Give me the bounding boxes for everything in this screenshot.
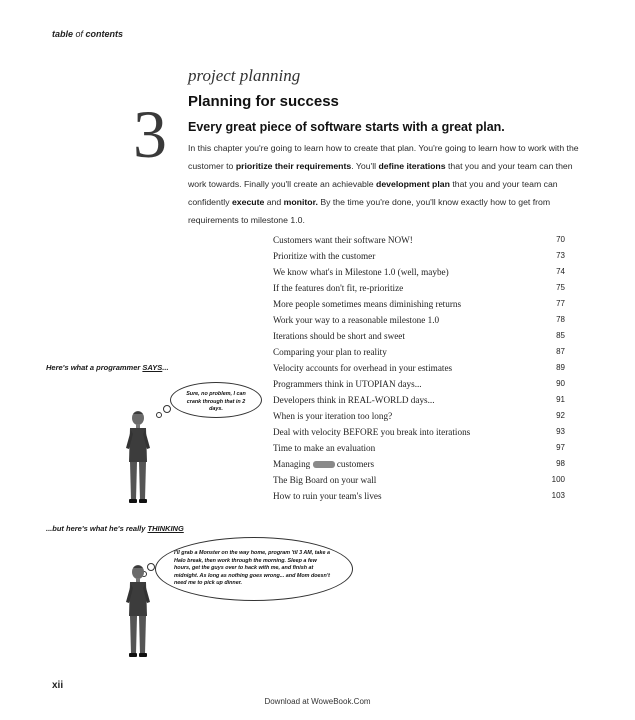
chapter-title: Planning for success [188, 93, 339, 110]
toc-page: 103 [551, 491, 565, 500]
toc-entry[interactable]: Managing customers 98 [273, 456, 565, 472]
toc-page: 97 [556, 443, 565, 452]
bubble-dot [163, 405, 171, 413]
chapter-subtitle: Every great piece of software starts with a great plan. [188, 120, 505, 134]
page-number: xii [52, 680, 64, 691]
toc-entry[interactable]: Work your way to a reasonable milestone 1.0 78 [273, 312, 565, 328]
toc-entry[interactable]: More people sometimes means diminishing returns 77 [273, 296, 565, 312]
toc-page: 98 [556, 459, 565, 468]
thought-bubble: I'll grab a Monster on the way home, program 'til 3 AM, take a Halo break, then work through the morning. Sleep a few hours, get the guys over to hack with me, and finish at midnight. As long as nothing goes wrong... and Mom doesn't need me to pick up dinner. [155, 537, 353, 601]
toc-page: 74 [556, 267, 565, 276]
speech-bubble: Sure, no problem, I can crank through that in 2 days. [170, 382, 262, 418]
toc-entry[interactable]: Deal with velocity BEFORE you break into iterations 93 [273, 424, 565, 440]
toc-page: 87 [556, 347, 565, 356]
toc-entry[interactable]: Iterations should be short and sweet 85 [273, 328, 565, 344]
toc-page: 89 [556, 363, 565, 372]
toc-page: 70 [556, 235, 565, 244]
toc-page: 92 [556, 411, 565, 420]
toc-page: 100 [551, 475, 565, 484]
says-label: Here's what a programmer SAYS... [46, 363, 169, 372]
toc-page: 90 [556, 379, 565, 388]
toc-entry[interactable]: We know what's in Milestone 1.0 (well, maybe) 74 [273, 264, 565, 280]
toc-entry[interactable]: Time to make an evaluation 97 [273, 440, 565, 456]
chapter-number: 3 [133, 96, 167, 172]
toc-entry[interactable]: Developers think in REAL-WORLD days... 91 [273, 392, 565, 408]
toc-page: 85 [556, 331, 565, 340]
thinks-label: ...but here's what he's really THINKING [46, 524, 184, 533]
toc-entry[interactable]: Velocity accounts for overhead in your estimates 89 [273, 360, 565, 376]
toc-page: 75 [556, 283, 565, 292]
toc-page: 77 [556, 299, 565, 308]
toc-entry[interactable]: Comparing your plan to reality 87 [273, 344, 565, 360]
redacted-word [313, 461, 335, 468]
toc-page: 91 [556, 395, 565, 404]
toc-list [273, 232, 565, 504]
toc-entry[interactable]: Prioritize with the customer 73 [273, 248, 565, 264]
toc-entry[interactable]: The Big Board on your wall 100 [273, 472, 565, 488]
toc-page: 93 [556, 427, 565, 436]
chapter-intro: In this chapter you're going to learn how to create that plan. You're going to learn how to work with the customer to prioritize their requirements. You'll define iterations that you and your team can then work towards. Finally you'll create an achievable development plan that you and your team can confidently execute and monitor. By the time you're done, you'll know exactly how to get from requirements to milestone 1.0. [188, 143, 579, 225]
running-header: table of contents [52, 29, 124, 39]
toc-entry[interactable]: How to ruin your team's lives 103 [273, 488, 565, 504]
toc-entry[interactable]: When is your iteration too long? 92 [273, 408, 565, 424]
toc-entry[interactable]: Customers want their software NOW! 70 [273, 232, 565, 248]
chapter-kicker: project planning [188, 66, 301, 85]
bubble-dot [156, 412, 162, 418]
toc-page: 78 [556, 315, 565, 324]
toc-page: 73 [556, 251, 565, 260]
toc-entry[interactable]: If the features don't fit, re-prioritize 75 [273, 280, 565, 296]
toc-entry[interactable]: Programmers think in UTOPIAN days... 90 [273, 376, 565, 392]
footer-text: Download at WoweBook.Com [264, 697, 371, 706]
programmer-figure [120, 562, 156, 658]
programmer-figure [120, 408, 156, 504]
